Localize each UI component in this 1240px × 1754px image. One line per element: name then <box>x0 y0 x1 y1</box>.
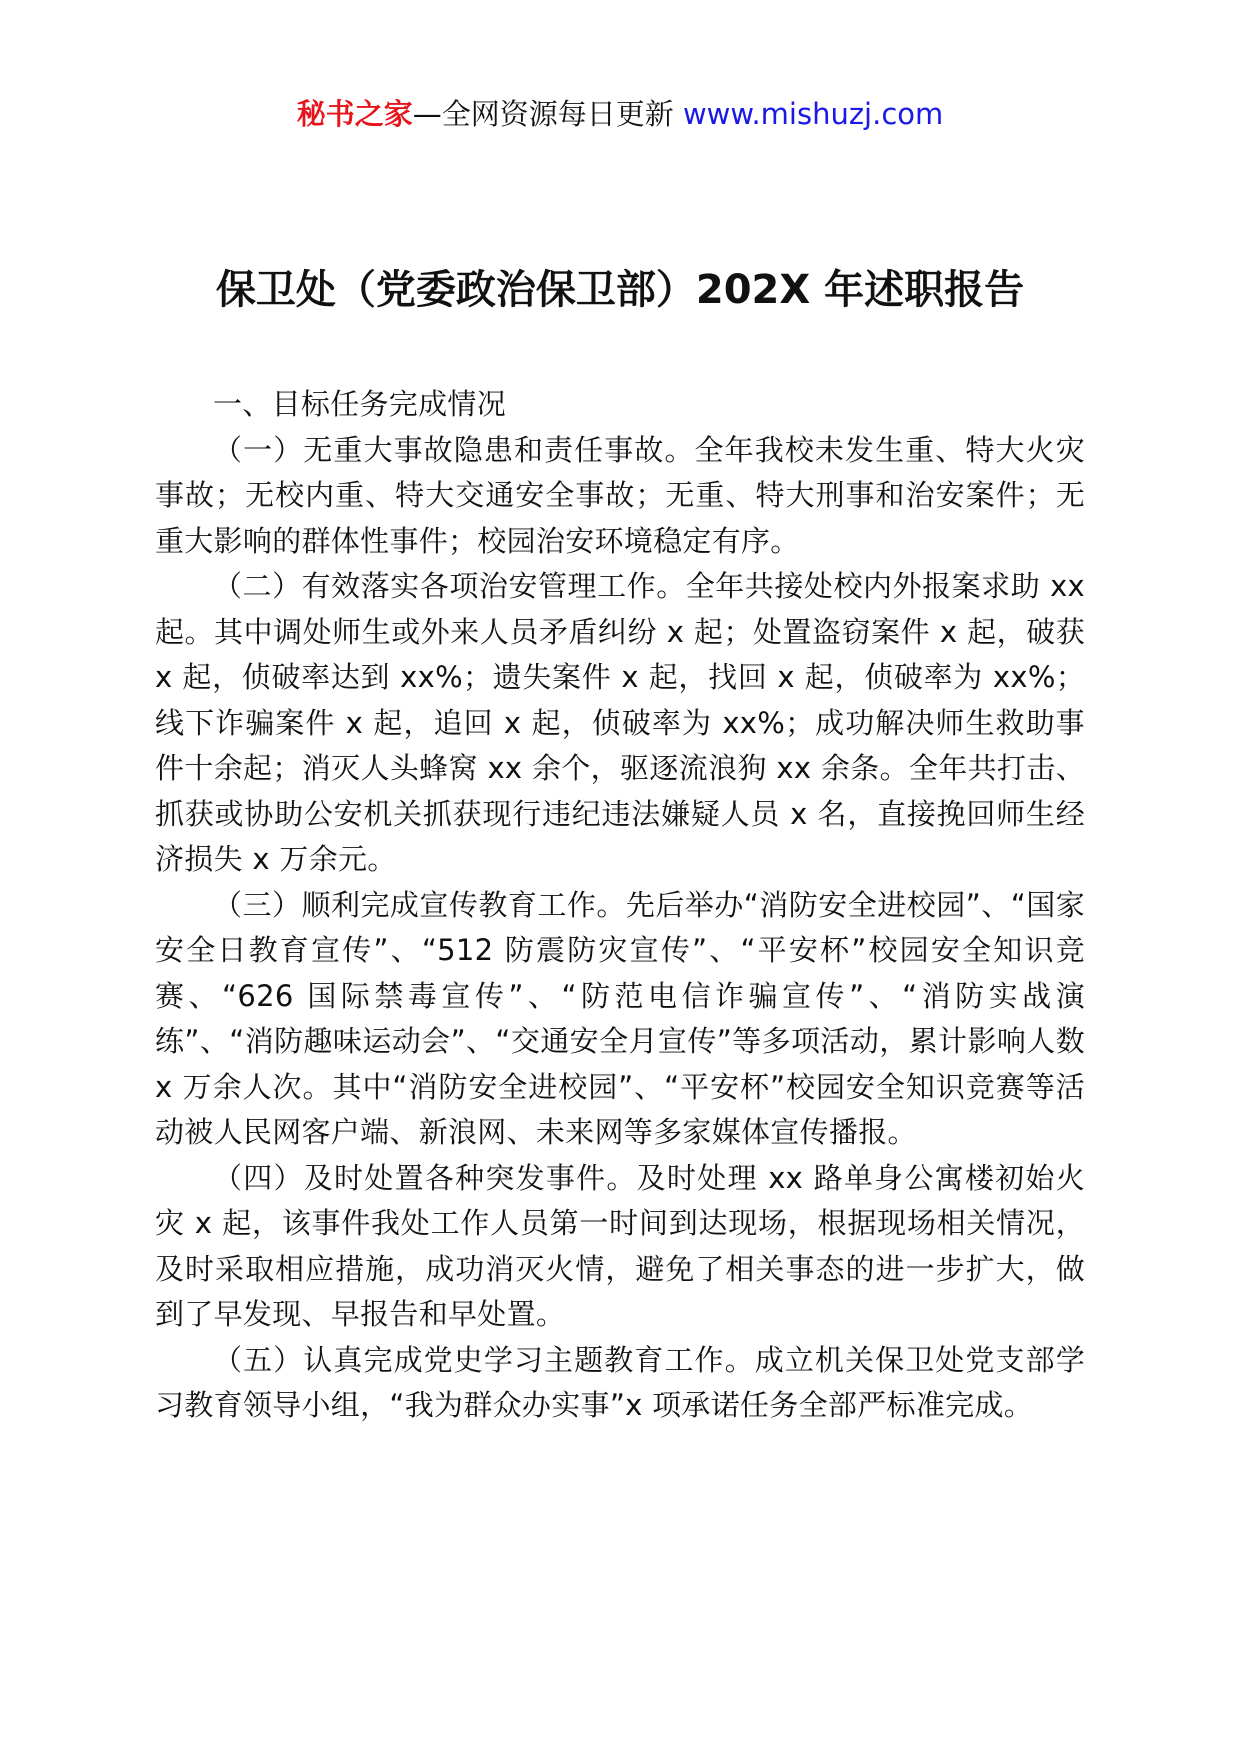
paragraph-5: （五）认真完成党史学习主题教育工作。成立机关保卫处党支部学习教育领导小组，“我为群众办实事”x 项承诺任务全部严标准完成。 <box>155 1342 1085 1422</box>
site-header <box>0 94 1240 134</box>
paragraph-1: （一）无重大事故隐患和责任事故。全年我校未发生重、特大火灾事故；无校内重、特大交通安全事故；无重、特大刑事和治安案件；无重大影响的群体性事件；校园治安环境稳定有序。 <box>155 432 1085 558</box>
paragraph-2: （二）有效落实各项治安管理工作。全年共接处校内外报案求助 xx 起。其中调处师生或外来人员矛盾纠纷 x 起；处置盗窃案件 x 起，破获 x 起，侦破率达到 xx%；遗失案件 x 起，找回 x 起，侦破率为 xx%；线下诈骗案件 x 起，追回 x 起，侦破率为 xx%；成功解决师生救助事件十余起；消灭人头蜂窝 xx 余个，驱逐流浪狗 xx 余条。全年共打击、抓获或协助公安机关抓获现行违纪违法嫌疑人员 x 名，直接挽回师生经济损失 x 万余元。 <box>155 569 1085 876</box>
brand-name: 秘书之家 <box>296 97 413 131</box>
document-title: 保卫处（党委政治保卫部）202X 年述职报告 <box>215 267 1025 313</box>
section-heading: 一、目标任务完成情况 <box>213 387 507 421</box>
paragraph-3: （三）顺利完成宣传教育工作。先后举办“消防安全进校园”、“国家安全日教育宣传”、“512 防震防灾宣传”、“平安杯”校园安全知识竞赛、“626 国际禁毒宣传”、“防范电信诈骗宣传”、“消防实战演练”、“消防趣味运动会”、“交通安全月宣传”等多项活动，累计影响人数 x 万余人次。其中“消防安全进校园”、“平安杯”校园安全知识竞赛等活动被人民网客户端、新浪网、未来网等多家媒体宣传播报。 <box>155 887 1085 1149</box>
header-tagline: —全网资源每日更新 <box>412 97 683 131</box>
paragraph-4: （四）及时处置各种突发事件。及时处理 xx 路单身公寓楼初始火灾 x 起，该事件我处工作人员第一时间到达现场，根据现场相关情况，及时采取相应措施，成功消灭火情，避免了相关事态的进一步扩大，做到了早发现、早报告和早处置。 <box>155 1160 1085 1331</box>
document-body <box>155 382 1085 1429</box>
site-url-link[interactable]: www.mishuzj.com <box>682 97 944 131</box>
